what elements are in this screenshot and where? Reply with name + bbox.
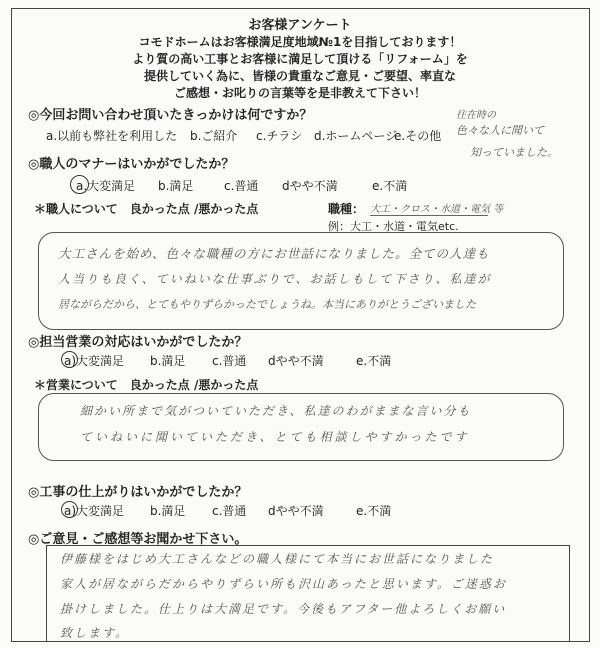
opinions-comment-line-2: 家人が居ながらだからやりずらい所も沢山あったと思います。ご迷惑お	[60, 577, 507, 591]
opinions-comment-line-3: 掛けしました。仕上りは大満足です。今後もアフター他よろしくお願い	[60, 602, 507, 616]
option-used-before: a.以前も弊社を利用した	[46, 129, 178, 143]
opinions-comment-line-1: 伊藤様をはじめ大工さんなどの職人様にて本当にお世話になりました	[60, 552, 495, 566]
option-other: e.その他	[394, 129, 442, 143]
option-somewhat-dissatisfied: dやや不満	[268, 354, 324, 368]
craftsman-comment-line-2: 人当りも良く、ていねいな仕事ぶりで、お話しもして下さり、私達が	[58, 272, 492, 286]
option-satisfied: b.満足	[158, 179, 194, 193]
option-very-satisfied: a)大変満足	[64, 504, 125, 518]
option-neutral: c.普通	[212, 504, 247, 518]
handwritten-other-note-3: 知っていました。	[470, 146, 558, 159]
option-homepage: d.ホームページ	[314, 129, 398, 143]
opinions-comment-line-4: 致します。	[60, 626, 130, 640]
craftsman-comment-line-1: 大工さんを始め、色々な職種の方にお世話になりました。全ての人達も	[58, 246, 490, 261]
sales-comment-line-1: 細かい所まで気がついていただき、私達のわがままな言い分も	[80, 404, 472, 418]
trade-handwritten: 大工・クロス・水道・電気 等	[370, 200, 488, 216]
option-neutral: c.普通	[212, 354, 247, 368]
option-somewhat-dissatisfied: dやや不満	[282, 179, 338, 193]
question-inquiry-reason: ◎今回お問い合わせ頂いたきっかけは何ですか？	[28, 108, 313, 123]
handwritten-other-note-2: 色々な人に聞いて	[456, 124, 544, 137]
trade-example: 例：大工・水道・電気etc.	[328, 220, 459, 233]
sales-comment-line-2: ていねいに聞いていただき、とても相談しやすかったです	[80, 430, 470, 444]
option-dissatisfied: e.不満	[372, 179, 408, 193]
craftsman-comments-heading: ＊職人について 良かった点 /悪かった点	[34, 202, 259, 216]
intro-line-4: ご感想・お叱りの言葉等を是非教えて下さい！	[173, 86, 426, 100]
survey-title: お客様アンケート	[248, 18, 352, 33]
handwritten-other-note-1: 往在時の	[456, 110, 496, 121]
option-flyer: c.チラシ	[256, 129, 303, 143]
option-very-satisfied: a)大変満足	[64, 354, 125, 368]
option-dissatisfied: e.不満	[356, 354, 392, 368]
sales-comments-heading: ＊営業について 良かった点 /悪かった点	[34, 378, 259, 392]
option-dissatisfied: e.不満	[356, 504, 392, 518]
craftsman-comment-line-3: 居ながらだから、とてもやりずらかったでしょうね。本当にありがとうございました	[58, 298, 476, 311]
option-referral: b.ご紹介	[190, 129, 238, 143]
intro-line-1: コモドホームはお客様満足度地域№1を目指しております！	[138, 35, 462, 49]
intro-line-3: 提供していく為に、皆様の貴重なご意見・ご要望、率直な	[143, 69, 456, 83]
trade-label: 職種：	[328, 202, 365, 216]
option-somewhat-dissatisfied: dやや不満	[268, 504, 324, 518]
question-finish-quality: ◎工事の仕上がりはいかがでしたか？	[28, 485, 248, 500]
intro-line-2: より質の高い工事とお客様に満足して頂ける「リフォーム」を	[132, 52, 468, 66]
opinions-heading: ◎ご意見・ご感想等お聞かせ下さい。	[28, 532, 248, 547]
option-very-satisfied: a.大変満足	[76, 179, 136, 193]
option-satisfied: b.満足	[150, 354, 186, 368]
question-sales-response: ◎担当営業の対応はいかがでしたか？	[28, 335, 248, 350]
option-neutral: c.普通	[224, 179, 259, 193]
option-satisfied: b.満足	[150, 504, 186, 518]
question-craftsman-manners: ◎職人のマナーはいかがでしたか？	[28, 157, 235, 172]
